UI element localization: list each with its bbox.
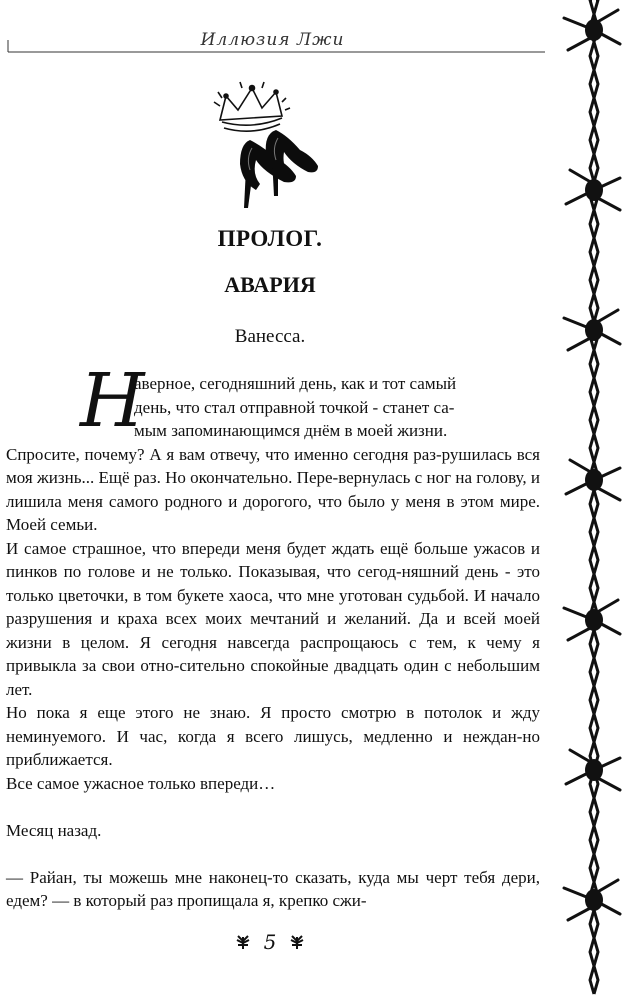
- chapter-subtitle: АВАРИЯ: [224, 272, 316, 297]
- spacer: [6, 842, 540, 866]
- wire-strand: [594, 0, 598, 994]
- narrator-name: Ванесса.: [234, 326, 306, 347]
- paragraph: Но пока я еще этого не знаю. Я просто смотрю в потолок и жду неминуемого. И час, когда я всего лишусь, медленно и неждан-но приближается.: [6, 703, 540, 769]
- barbed-wire-icon: [544, 0, 622, 1000]
- dialogue-paragraph: — Райан, ты можешь мне наконец-то сказать, куда мы черт тебя дери, едем? — в который раз пропищала я, крепко сжи-: [6, 867, 540, 910]
- leaf-ornament-icon: [288, 933, 306, 951]
- page-footer: [0, 930, 540, 954]
- time-marker: Месяц назад.: [6, 820, 102, 840]
- page-header: [0, 0, 560, 62]
- paragraph: И самое страшное, что впереди меня будет ждать ещё больше ужасов и пинков по голове и не только. Показывая, что сегод-няшний день - это только цветочки, в том букете хаоса, что мне уготован судьбой. И начало разрушения и краха всех моих мечтаний и желаний. Да и всей моей жизни в целом. Я сегодня навсегда распрощаюсь с тем, к чему я привыкла за свои отно-сительно спокойные двадцать один с небольшим лет.: [6, 538, 540, 699]
- body-text: [6, 358, 540, 913]
- page-number: 5: [263, 930, 277, 954]
- wire-strand: [590, 0, 594, 994]
- drop-cap: Н: [80, 358, 145, 444]
- text-line: день, что стал отправной точкой - станет са-: [134, 397, 455, 417]
- text-line: мым запоминающимся днём в моей жизни.: [134, 421, 448, 440]
- paragraph: Все самое ужасное только впереди…: [6, 773, 276, 793]
- book-title: Иллюзия Лжи: [200, 30, 345, 50]
- paragraph: Спросите, почему? А я вам отвечу, что именно сегодня раз-рушилась вся моя жизнь... Ещё раз. Но окончательно. Пере-вернулась с ног на голову, и лишила меня самого родного и дорогого, что было у меня в этом мире. Моей семьи.: [6, 444, 540, 534]
- wire-barb: [566, 750, 620, 790]
- spacer: [6, 795, 540, 819]
- leaf-ornament-icon: [234, 933, 252, 951]
- crown-and-heels-icon: [200, 78, 330, 218]
- chapter-title: ПРОЛОГ.: [217, 226, 323, 251]
- first-paragraph-opening: [6, 358, 540, 444]
- text-line: аверное, сегодняшний день, как и тот самый: [134, 374, 457, 393]
